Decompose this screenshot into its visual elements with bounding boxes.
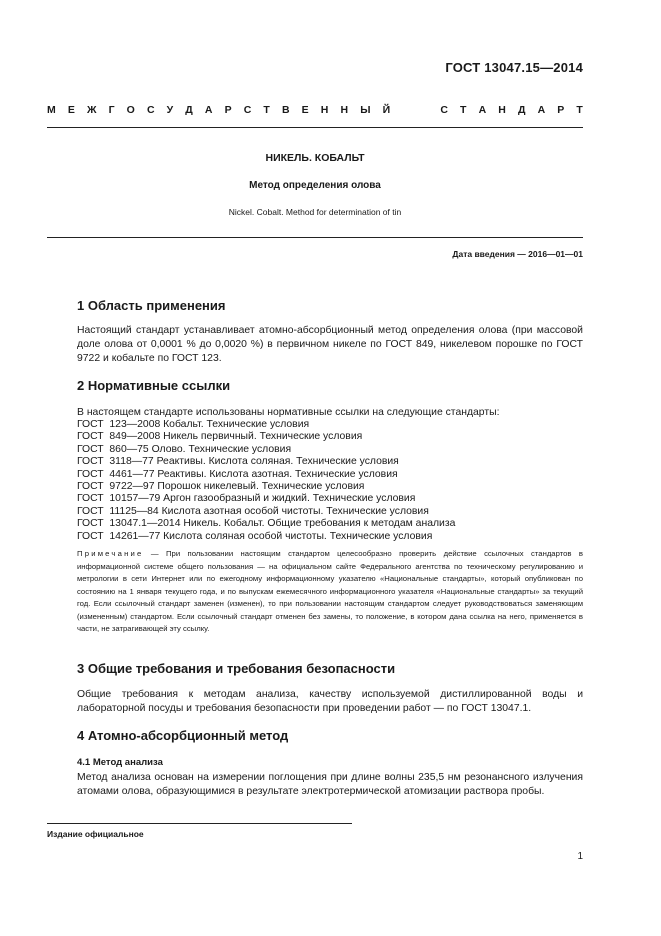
reference-item: ГОСТ 3118—77 Реактивы. Кислота соляная. Технические условия [77,456,399,468]
section-2-intro: В настоящем стандарте использованы нормативные ссылки на следующие стандарты: [77,407,500,418]
banner-letter: Н [498,104,506,116]
reference-item: ГОСТ 14261—77 Кислота соляная особой чистоты. Технические условия [77,530,433,542]
note-lead: Примечание [77,549,144,558]
banner-letter: Т [263,104,270,116]
note-text: — При пользовании настоящим стандартом целесообразно проверить действие ссылочных стандартов в информационной системе общего пользования — на официальном сайте Федерального агентства по техническому регулированию и метрологии в сети Интернет или по ежегодному информационному указателю «Национальные стандарты», который опубликован по состоянию на 1 января текущего года, и по выпускам ежемесячного информационного указателя «Национальные стандарты» за текущий год. Если ссылочный стандарт заменен (изменен), то при пользовании настоящим стандартом следует руководствоваться заменяющим (измененным) стандартом. Если ссылочный стандарт отменен без замены, то положение, в котором дана ссылка на него, применяется в части, не затрагивающей эту ссылку. [77,549,583,633]
english-title: Nickel. Cobalt. Method for determination of tin [228,207,402,217]
section-2-heading: 2 Нормативные ссылки [77,378,231,393]
section-3-paragraph: Общие требования к методам анализа, качеству используемой дистиллированной воды и лабораторной посуды и требования безопасности при проведении работ — по ГОСТ 13047.1. [77,689,583,715]
banner-letter: Т [460,104,467,116]
subsection-4-1-heading: 4.1 Метод анализа [77,757,163,768]
section-3-text [47,688,583,716]
reference-item: ГОСТ 123—2008 Кобальт. Технические условия [77,419,310,430]
reference-item: ГОСТ 860—75 Олово. Технические условия [77,443,292,455]
references-list [77,419,455,543]
banner-letter: М [47,104,56,116]
reference-item: ГОСТ 13047.1—2014 Никель. Кобальт. Общие требования к методам анализа [77,518,456,530]
banner-letter: Е [67,104,75,116]
banner-letter: Д [185,104,193,116]
banner-letter: Г [108,104,115,116]
banner-letter: Н [320,104,329,116]
banner-letter: В [281,104,290,116]
document-subtitle: Метод определения олова [249,180,381,191]
banner-letter: Н [340,104,349,116]
banner-gap [402,104,428,116]
reference-item: ГОСТ 4461—77 Реактивы. Кислота азотная. Технические условия [77,468,398,480]
banner-letter: А [478,104,487,116]
banner-letter: Д [517,104,526,116]
section-4-heading: 4 Атомно-абсорбционный метод [77,728,289,743]
section-3-heading: 3 Общие требования и требования безопасности [77,661,396,676]
header-rule [47,127,583,128]
reference-item: ГОСТ 9722—97 Порошок никелевый. Технические условия [77,481,365,493]
standard-number: ГОСТ 13047.15—2014 [445,60,583,75]
note-block [47,548,583,636]
note-paragraph [47,548,583,636]
footer-rule [47,823,352,824]
edition-label: Издание официальное [47,829,144,839]
banner-letter: А [204,104,213,116]
banner-letter: Р [224,104,232,116]
banner-letter: Т [576,104,583,116]
banner-letter: Е [301,104,309,116]
document-title: НИКЕЛЬ. КОБАЛЬТ [265,152,365,164]
section-1-heading: 1 Область применения [77,298,226,313]
section-4-paragraph: Метод анализа основан на измерении поглощения при длине волны 235,5 нм резонансного излучения атомами олова, образующимися в результате электротермической атомизации раствора пробы. [77,772,583,798]
banner-letter: Р [557,104,565,116]
interstate-standard-banner [47,104,583,116]
section-4-text [47,771,583,799]
reference-item: ГОСТ 11125—84 Кислота азотная особой чистоты. Технические условия [77,505,429,517]
banner-letter: Ж [86,104,97,116]
section-1-text [47,324,583,367]
banner-letter: С [146,104,155,116]
reference-item: ГОСТ 849—2008 Никель первичный. Технические условия [77,431,363,443]
banner-letter: Ы [360,104,371,116]
banner-letter: С [243,104,252,116]
banner-letter: Й [382,104,391,116]
reference-item: ГОСТ 10157—79 Аргон газообразный и жидкий. Технические условия [77,493,416,505]
banner-letter: А [537,104,546,116]
section-1-paragraph: Настоящий стандарт устанавливает атомно-абсорбционный метод определения олова (при массовой доле олова от 0,0001 % до 0,0020 %) в первичном никеле по ГОСТ 849, никелевом порошке по ГОСТ 9722 и кобальте по ГОСТ 123. [77,325,583,365]
page-number: 1 [577,851,583,862]
title-rule [47,237,583,238]
banner-letter: С [440,104,448,116]
effective-date: Дата введения — 2016—01—01 [452,249,583,259]
banner-letter: У [166,104,174,116]
banner-letter: О [126,104,135,116]
